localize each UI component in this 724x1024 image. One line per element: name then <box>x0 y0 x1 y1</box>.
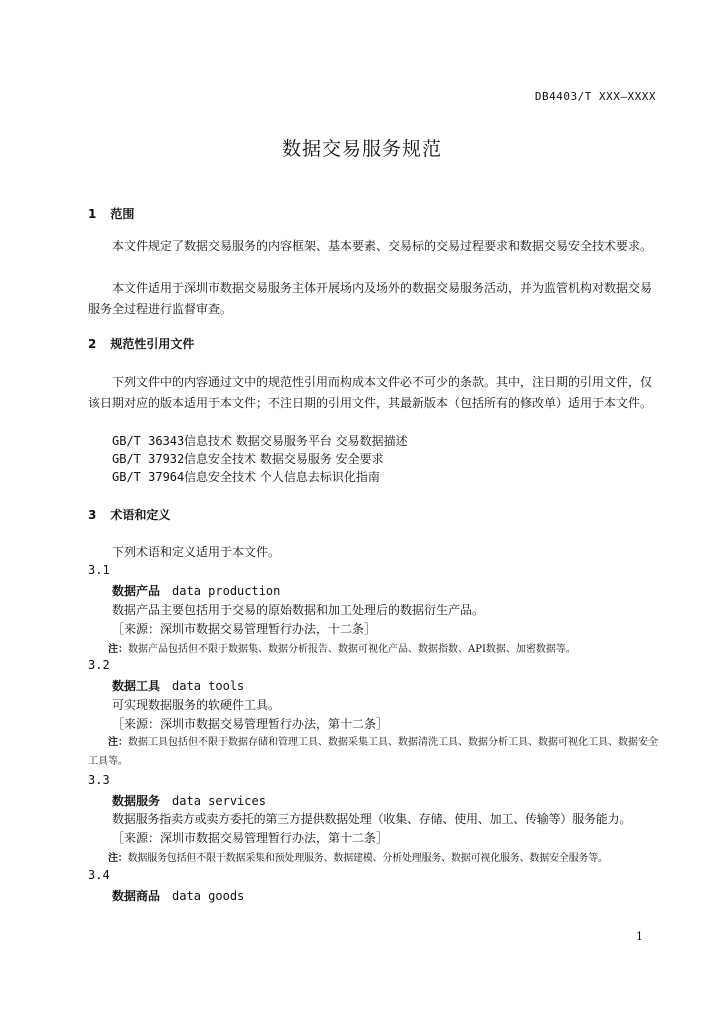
term-name <box>112 582 280 599</box>
note-label: 注： <box>108 853 128 864</box>
term-note <box>88 733 658 771</box>
section-2-paragraph-1: 下列文件中的内容通过文中的规范性引用而构成本文件必不可少的条款。其中，注日期的引用文件，仅该日期对应的版本适用于本文件；不注日期的引用文件，其最新版本（包括所有的修改单）适用于本文件。 <box>88 375 653 410</box>
section-1-paragraph-2: 本文件适用于深圳市数据交易服务主体开展场内及场外的数据交易服务活动，并为监管机构对数据交易服务全过程进行监督审查。 <box>88 281 653 316</box>
term-name-cn: 数据工具 <box>112 679 161 693</box>
document-title: 数据交易服务规范 <box>281 138 442 160</box>
term-name-cn: 数据产品 <box>112 584 161 598</box>
term-note <box>108 849 608 864</box>
reference-title: 信息安全技术 数据交易服务 安全要求 <box>184 452 384 466</box>
term-name-cn: 数据商品 <box>112 889 161 903</box>
term-number: 3.4 <box>88 868 110 882</box>
reference-item <box>112 468 380 485</box>
term-name-en: data tools <box>172 679 245 693</box>
section-title: 规范性引用文件 <box>110 337 195 351</box>
term-name <box>112 792 266 809</box>
term-number: 3.2 <box>88 658 110 672</box>
section-1-paragraph-1: 本文件规定了数据交易服务的内容框架、基本要素、交易标的交易过程要求和数据交易安全技术要求。 <box>112 239 653 253</box>
term-source: ［来源：深圳市数据交易管理暂行办法，第十二条］ <box>112 831 389 845</box>
section-title: 范围 <box>110 207 135 221</box>
term-name-en: data services <box>172 794 266 808</box>
term-name <box>112 677 244 694</box>
term-name-en: data production <box>172 584 281 598</box>
term-source: ［来源：深圳市数据交易管理暂行办法，十二条］ <box>112 622 377 636</box>
reference-code: GB/T 37932 <box>112 452 185 466</box>
section-number: 1 <box>88 207 97 221</box>
term-definition: 数据产品主要包括用于交易的原始数据和加工处理后的数据衍生产品。 <box>112 603 485 617</box>
note-text: 数据服务包括但不限于数据采集和预处理服务、数据建模、分析处理服务、数据可视化服务、数据安全服务等。 <box>127 853 608 864</box>
section-number: 3 <box>88 508 97 522</box>
section-3-intro: 下列术语和定义适用于本文件。 <box>112 545 281 559</box>
note-label: 注： <box>108 737 128 748</box>
reference-title: 信息技术 数据交易服务平台 交易数据描述 <box>184 434 408 448</box>
term-source: ［来源：深圳市数据交易管理暂行办法，第十二条］ <box>112 717 389 731</box>
page-number: 1 <box>636 930 643 943</box>
reference-code: GB/T 37964 <box>112 470 185 484</box>
term-name-en: data goods <box>172 889 245 903</box>
section-3-heading <box>88 506 170 523</box>
note-label: 注： <box>108 644 128 655</box>
standard-code: DB4403/T XXX—XXXX <box>534 90 656 103</box>
term-number: 3.1 <box>88 563 110 577</box>
term-definition: 数据服务指卖方或卖方委托的第三方提供数据处理（收集、存储、使用、加工、传输等）服务能力。 <box>112 812 632 826</box>
section-title: 术语和定义 <box>110 508 171 522</box>
term-name <box>112 887 244 904</box>
term-number: 3.3 <box>88 773 110 787</box>
term-note <box>108 640 576 655</box>
reference-code: GB/T 36343 <box>112 434 185 448</box>
reference-title: 信息安全技术 个人信息去标识化指南 <box>184 470 380 484</box>
reference-item <box>112 450 384 467</box>
section-1-heading <box>88 205 134 222</box>
section-number: 2 <box>88 337 97 351</box>
reference-item <box>112 432 408 449</box>
section-2-heading <box>88 335 194 352</box>
note-text: 数据工具包括但不限于数据存储和管理工具、数据采集工具、数据清洗工具、数据分析工具、数据可视化工具、数据安全工具等。 <box>88 737 658 767</box>
term-definition: 可实现数据服务的软硬件工具。 <box>112 698 281 712</box>
term-name-cn: 数据服务 <box>112 794 161 808</box>
note-text: 数据产品包括但不限于数据集、数据分析报告、数据可视化产品、数据指数、API数据、加密数据等。 <box>128 644 576 655</box>
